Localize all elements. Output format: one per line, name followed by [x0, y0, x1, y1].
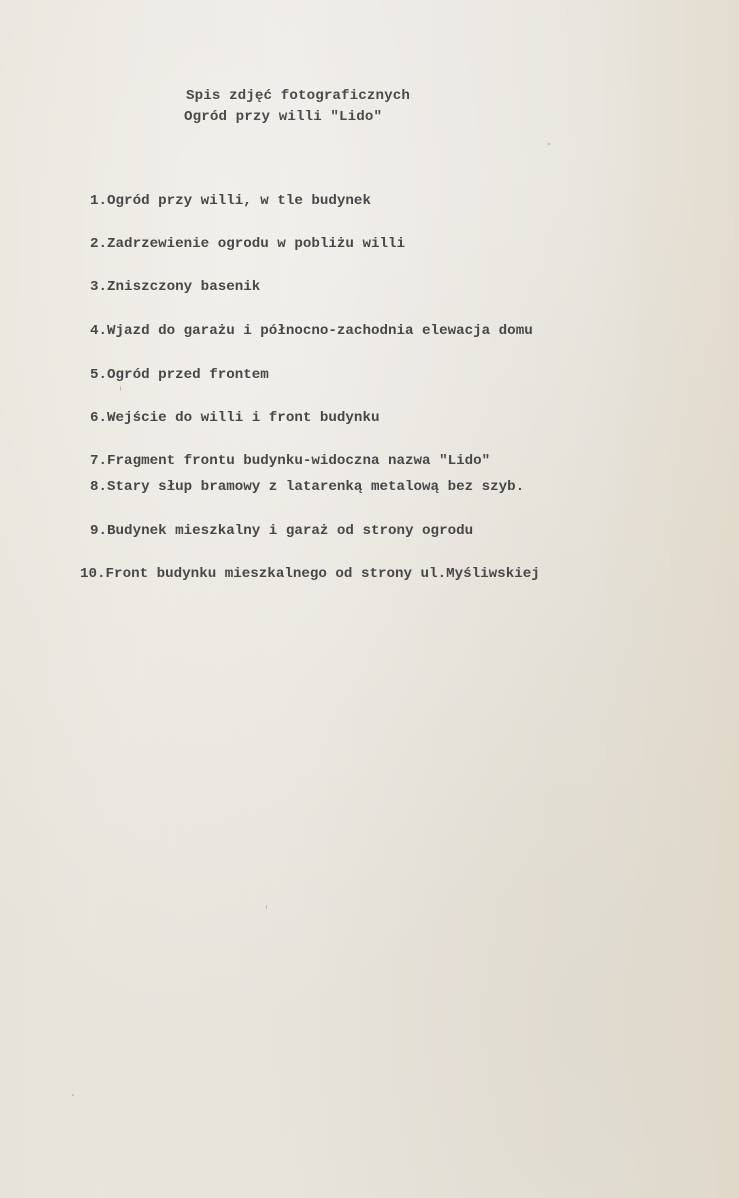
list-item: 9.Budynek mieszkalny i garaż od strony ogrodu [90, 523, 474, 539]
list-item: 4.Wjazd do garażu i północno-zachodnia elewacja domu [90, 323, 533, 339]
list-item: 10.Front budynku mieszkalnego od strony ul.Myśliwskiej [80, 566, 540, 582]
document-title: Spis zdjęć fotograficznych [186, 88, 410, 104]
list-item: 2.Zadrzewienie ogrodu w pobliżu willi [90, 236, 406, 252]
list-item: 5.Ogród przed frontem [90, 367, 269, 383]
list-item: 6.Wejście do willi i front budynku [90, 410, 380, 426]
list-item: 7.Fragment frontu budynku-widoczna nazwa "Lido" [90, 453, 491, 469]
title-block [186, 86, 410, 128]
document-subtitle: Ogród przy willi "Lido" [184, 109, 383, 125]
list-item: 8.Stary słup bramowy z latarenką metalową bez szyb. [90, 479, 525, 495]
list-item: 1.Ogród przy willi, w tle budynek [90, 193, 371, 209]
list-item: 3.Zniszczony basenik [90, 279, 261, 295]
